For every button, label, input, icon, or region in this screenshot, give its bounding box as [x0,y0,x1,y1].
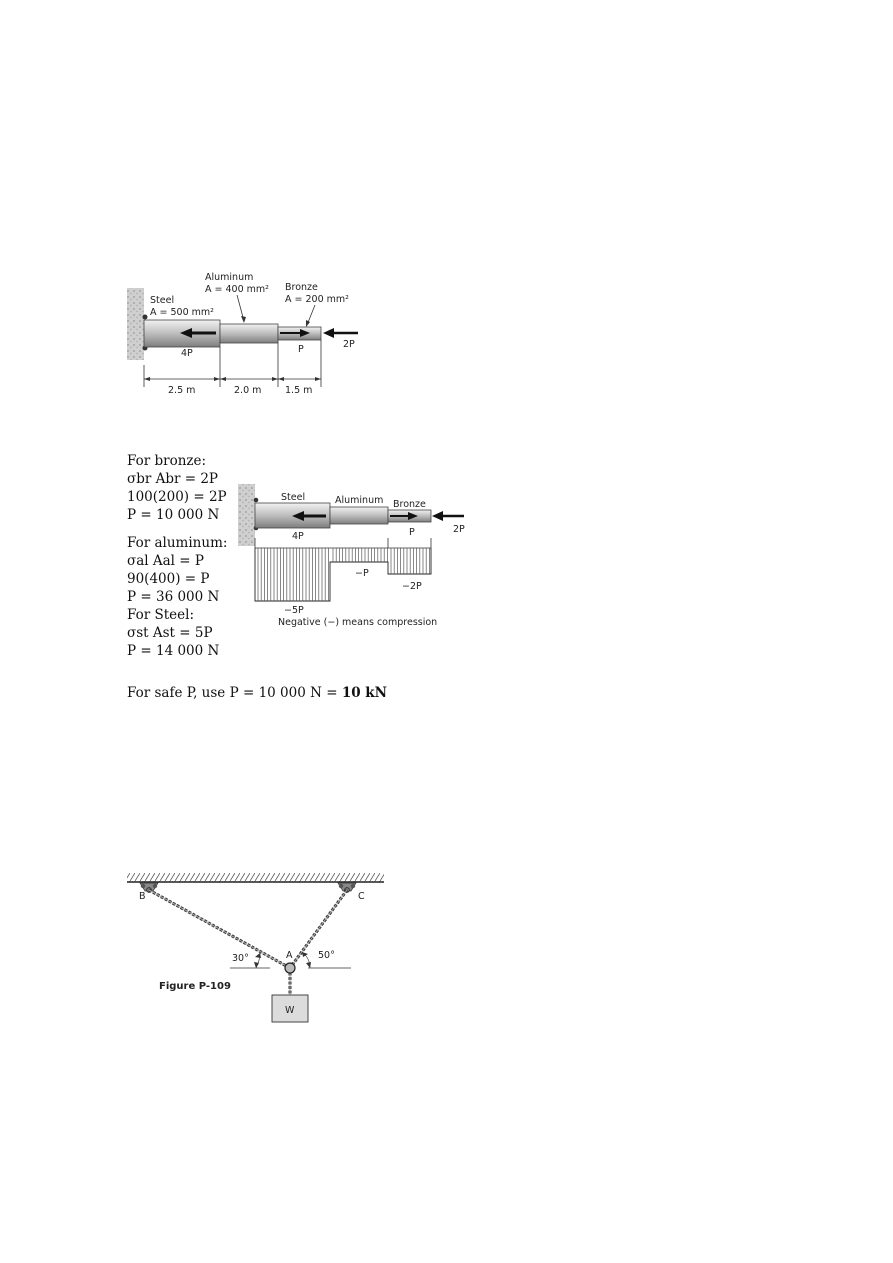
load-4p-2: 4P [292,531,304,542]
bronze-heading: For bronze: [127,453,207,469]
aluminum-area: A = 400 mm² [205,284,269,295]
bronze-label: Bronze [285,282,318,293]
safe-load-value: 10 kN [341,685,387,701]
wall-support [127,288,144,360]
steel-equation-1: σst Ast = 5P [127,625,213,641]
label-b: B [139,891,146,902]
solution-block [127,452,227,660]
load-p-2: P [409,527,415,538]
length-aluminum: 2.0 m [234,385,262,396]
steel-heading: For Steel: [127,607,195,623]
bronze-equation-1: σbr Abr = 2P [127,471,219,487]
aluminum-equation-3: P = 36 000 N [127,589,220,605]
load-2p: 2P [343,339,355,350]
label-c: C [358,891,365,902]
bronze-equation-3: P = 10 000 N [127,507,220,523]
aluminum-label: Aluminum [205,272,254,283]
angle-30: 30° [232,953,249,964]
steel-area: A = 500 mm² [150,307,214,318]
load-4p: 4P [181,348,193,359]
angle-50: 50° [318,950,335,961]
axial-force-figure [232,480,482,630]
load-p: P [298,344,304,355]
axial-force-steel: −5P [284,605,304,616]
safe-load-text: For safe P, use P = 10 000 N = [127,685,342,701]
length-bronze: 1.5 m [285,385,313,396]
bronze-area: A = 200 mm² [285,294,349,305]
aluminum-segment [220,324,278,343]
bronze-label-2: Bronze [393,499,426,510]
weight-label: W [285,1005,295,1016]
aluminum-equation-1: σal Aal = P [127,553,204,569]
aluminum-heading: For aluminum: [127,535,228,551]
ceiling-hatch [127,873,384,882]
compression-note: Negative (−) means compression [278,617,438,628]
composite-bar-figure [120,265,380,400]
length-steel: 2.5 m [168,385,196,396]
figure-p109 [120,865,395,1030]
safe-load-conclusion [127,685,387,701]
wall-support-2 [238,484,255,546]
axial-force-bronze: −2P [402,581,422,592]
steel-label-2: Steel [281,492,306,503]
bronze-equation-2: 100(200) = 2P [127,489,227,505]
aluminum-label-2: Aluminum [335,495,384,506]
figure-caption: Figure P-109 [159,981,231,992]
label-a: A [286,950,293,961]
steel-equation-2: P = 14 000 N [127,643,220,659]
axial-force-aluminum: −P [355,568,369,579]
aluminum-equation-2: 90(400) = P [127,571,210,587]
ring-a [285,963,295,973]
steel-label: Steel [150,295,175,306]
load-2p-2: 2P [453,524,465,535]
